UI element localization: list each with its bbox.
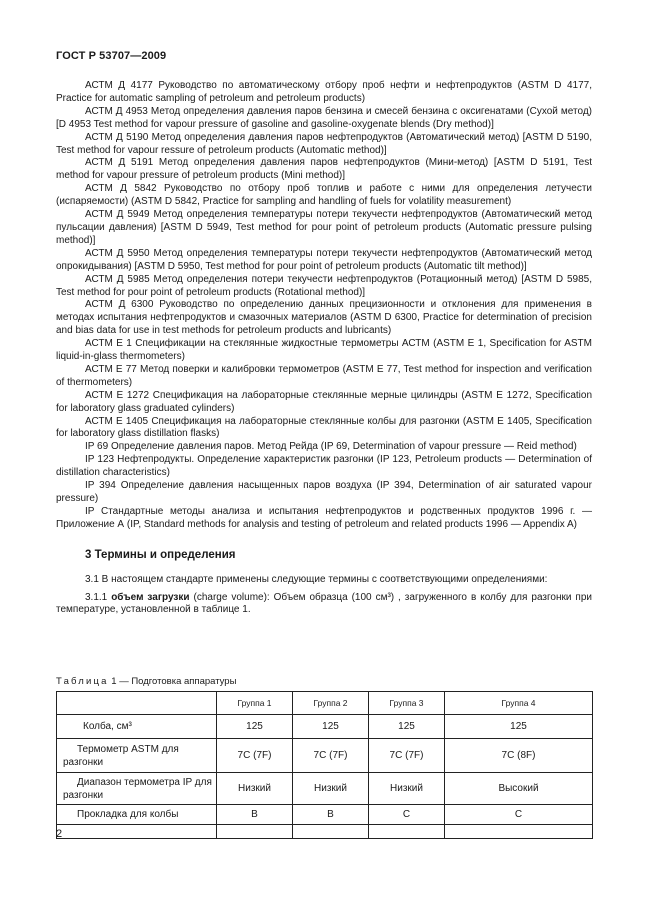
reference-item: АСТМ Д 5190 Метод определения давления паров нефтепродуктов (Автоматический метод) [ASTM D 5190, Test method for vapour ressure of petroleum products (Automatic method)] [56,131,592,156]
table-cell: Низкий [217,773,293,805]
table-header-cell [57,692,217,715]
reference-item: АСТМ Д 4953 Метод определения давления паров бензина и смесей бензина с оксигенатами (Сухой метод) [D 4953 Test method for vapour pressure of gasoline and gasoline-oxygenate blends (Dry method)] [56,105,592,130]
document-header: ГОСТ Р 53707—2009 [56,50,167,62]
reference-item: АСТМ Д 6300 Руководство по определению данных прецизионности и отклонения для применения в методах испытания нефтепродуктов и смазочных материалов (ASTM D 6300, Practice for determination of precision and bias data for use in test methods for petroleum products and lubricants) [56,299,592,337]
table-cell [217,825,293,839]
document-body [56,80,592,617]
apparatus-table [56,691,593,839]
reference-item: АСТМ Д 5191 Метод определения давления паров нефтепродуктов (Мини-метод) [ASTM D 5191, Test method for vapour pressure of petroleum products (Mini method)] [56,157,592,182]
table-cell: B [293,805,369,825]
reference-item: IP 394 Определение давления насыщенных паров воздуха (IP 394, Determination of air saturated vapour pressure) [56,480,592,504]
table-cell [293,825,369,839]
table-cell: 125 [217,715,293,739]
definition-text: (charge volume): Объем образца (100 см³) , загруженного в колбу для разгонки при температуре, установленной в таблице 1. [56,591,592,616]
reference-item: IP Стандартные методы анализа и испытания нефтепродуктов и родственных продуктов 1996 г. — Приложение А (IP, Standard methods for analysis and testing of petroleum and related products 1996 — Appendix A) [56,505,592,530]
row-label: Диапазон термометра IP для разгонки [57,773,217,805]
defined-term: объем загрузки [111,591,190,603]
table-cell: 7C (7F) [293,739,369,773]
reference-item: АСТМ Е 77 Метод поверки и калибровки термометров (ASTM E 77, Test method for inspection and verification of thermometers) [56,363,592,388]
table-row [57,739,593,773]
reference-item: АСТМ Д 5985 Метод определения потери текучести нефтепродуктов (Ротационный метод) [ASTM D 5985, Test method for pour point of petroleum products (Rotational method)] [56,273,592,298]
reference-item: АСТМ Д 5949 Метод определения температуры потери текучести нефтепродуктов (Автоматический метод пульсации давления) [ASTM D 5949, Test method for pour point of petroleum products (Automatic pressure pulsing method)] [56,209,592,246]
reference-list [56,80,592,532]
table-row [57,773,593,805]
definition-intro: 3.1 В настоящем стандарте применены следующие термины с соответствующими определениями: [85,573,548,585]
table-cell: Низкий [293,773,369,805]
table-cell: B [217,805,293,825]
table-cell: 7C (8F) [445,739,593,773]
table-caption-word: Таблица [56,676,109,687]
table-cell: C [369,805,445,825]
table-caption [56,676,236,687]
table-row [57,715,593,739]
table-row-empty [57,825,593,839]
table-cell [445,825,593,839]
row-label: Колба, см³ [57,715,217,739]
table-cell: Высокий [445,773,593,805]
row-label: Прокладка для колбы [57,805,217,825]
table-header-cell: Группа 1 [217,692,293,715]
table-cell: 7C (7F) [217,739,293,773]
table-caption-title: 1 — Подготовка аппаратуры [108,676,237,687]
row-label: Термометр ASTM для разгонки [57,739,217,773]
table-cell [369,825,445,839]
definition-charge-volume [56,592,592,618]
reference-item: АСТМ Д 4177 Руководство по автоматическому отбору проб нефти и нефтепродуктов (ASTM D 4177, Practice for automatic sampling of petroleum and petroleum products) [56,80,592,104]
reference-item: АСТМ Д 5950 Метод определения температуры потери текучести нефтепродуктов (Автоматический метод опрокидывания) [ASTM D 5950, Test method for pour point of petroleum products (Automatic tilt method)] [56,247,592,272]
table-cell [57,825,217,839]
reference-item: АСТМ Е 1272 Спецификация на лабораторные стеклянные мерные цилиндры (ASTM E 1272, Specification for laboratory glass graduated cylinders) [56,389,592,414]
table-cell: 125 [293,715,369,739]
table-header-cell: Группа 4 [445,692,593,715]
reference-item: АСТМ Д 5842 Руководство по отбору проб топлив и работе с ними для определения летучести (испаряемости) (ASTM D 5842, Practice for sampling and handling of fuels for volatility measurement) [56,183,592,208]
reference-item: АСТМ Е 1 Спецификации на стеклянные жидкостные термометры АСТМ (ASTM E 1, Specification for ASTM liquid-in-glass thermometers) [56,338,592,363]
definition-number: 3.1.1 [85,591,112,603]
table-cell: 125 [445,715,593,739]
table-row [57,805,593,825]
table-header-cell: Группа 2 [293,692,369,715]
table-cell: Низкий [369,773,445,805]
reference-item: АСТМ Е 1405 Спецификация на лабораторные стеклянные колбы для разгонки (ASTM E 1405, Specification for laboratory glass distillation flasks) [56,415,592,440]
table-cell: 125 [369,715,445,739]
reference-item: IP 69 Определение давления паров. Метод Рейда (IP 69, Determination of vapour pressure — Reid method) [85,441,577,453]
table-header-row [57,692,593,715]
reference-item: IP 123 Нефтепродукты. Определение характеристик разгонки (IP 123, Petroleum products — Determination of distillation characteristics) [56,454,592,479]
section-title: 3 Термины и определения [85,548,236,561]
page-number: 2 [56,828,63,840]
table-header-cell: Группа 3 [369,692,445,715]
table-cell: 7C (7F) [369,739,445,773]
table-cell: C [445,805,593,825]
